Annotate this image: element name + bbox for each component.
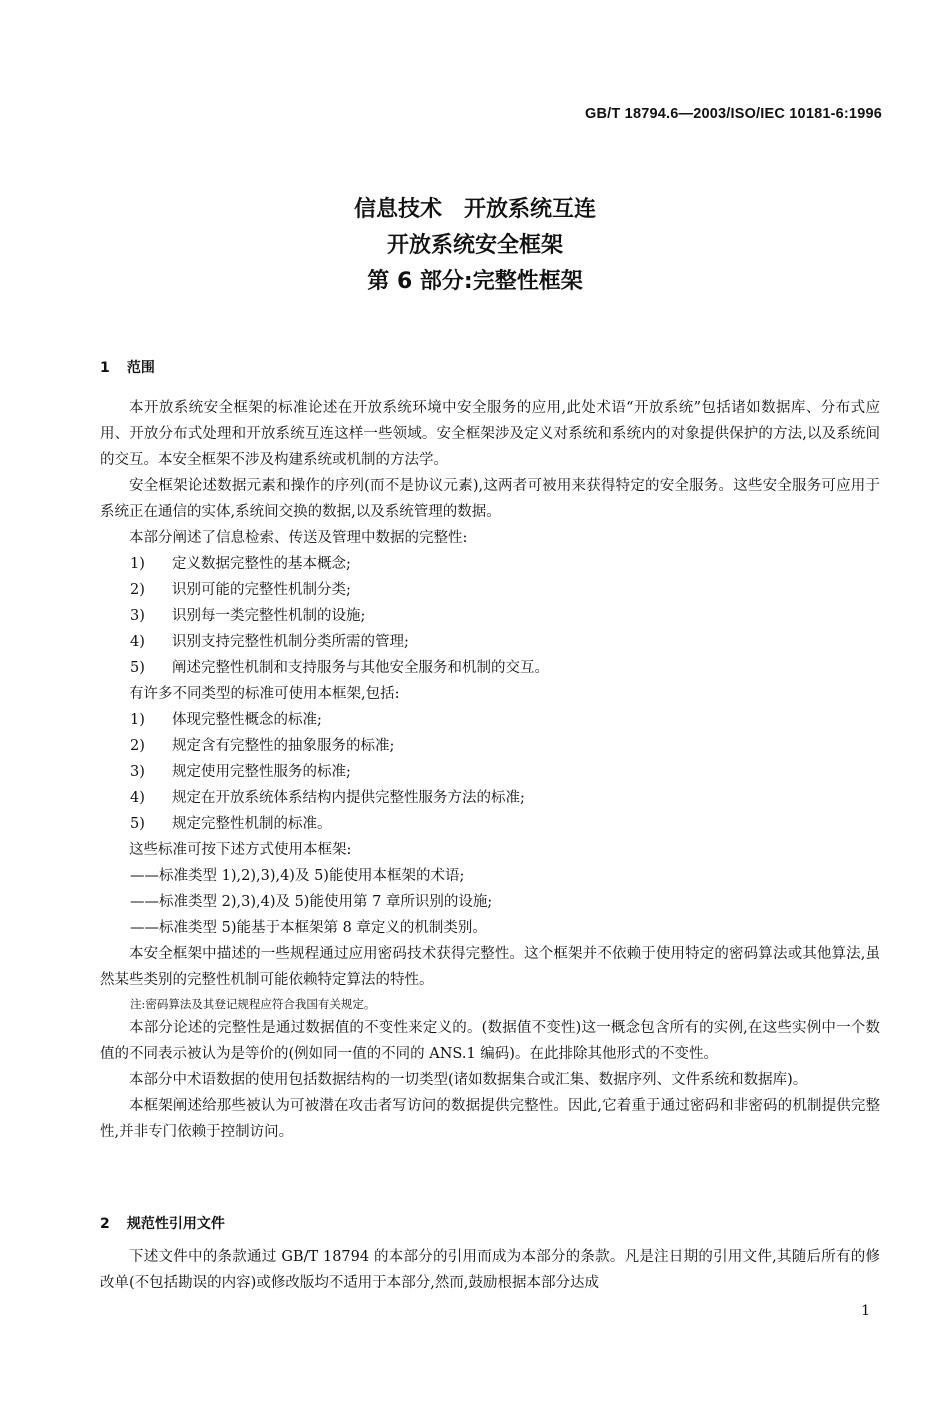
paragraph: 安全框架论述数据元素和操作的序列(而不是协议元素),这两者可被用来获得特定的安全服务。这些安全服务可应用于系统正在通信的实体,系统间交换的数据,以及系统管理的数据。: [100, 478, 880, 520]
list-item: 1) 体现完整性概念的标准;: [130, 712, 322, 728]
section-number: 2: [100, 1216, 110, 1232]
paragraph: 有许多不同类型的标准可使用本框架,包括:: [129, 686, 400, 702]
paragraph: 本开放系统安全框架的标准论述在开放系统环境中安全服务的应用,此处术语“开放系统”包括诸如数据库、分布式应用、开放分布式处理和开放系统互连这样一些领域。安全框架涉及定义对系统和系统内的对象提供保护的方法,以及系统间的交互。本安全框架不涉及构建系统或机制的方法学。: [100, 400, 880, 468]
list-item: 2) 规定含有完整性的抽象服务的标准;: [130, 738, 395, 754]
section-1-heading: [100, 357, 155, 377]
list-item: 5) 规定完整性机制的标准。: [130, 816, 332, 832]
dash-item: ——标准类型 2),3),4)及 5)能使用第 7 章所识别的设施;: [130, 894, 493, 910]
paragraph: 本部分阐述了信息检索、传送及管理中数据的完整性:: [129, 530, 468, 546]
title-line-1: 信息技术 开放系统互连: [353, 197, 596, 222]
section-title: 范围: [126, 360, 155, 376]
paragraph: 本部分中术语数据的使用包括数据结构的一切类型(诸如数据集合或汇集、数据序列、文件系统和数据库)。: [129, 1072, 808, 1088]
dash-item: ——标准类型 1),2),3),4)及 5)能使用本框架的术语;: [130, 868, 465, 884]
paragraph: 下述文件中的条款通过 GB/T 18794 的本部分的引用而成为本部分的条款。凡是注日期的引用文件,其随后所有的修改单(不包括勘误的内容)或修改版均不适用于本部分,然而,鼓励根据本部分达成: [100, 1249, 880, 1291]
document-title: [0, 192, 950, 300]
paragraph: 本安全框架中描述的一些规程通过应用密码技术获得完整性。这个框架并不依赖于使用特定的密码算法或其他算法,虽然某些类别的完整性机制可能依赖特定算法的特性。: [100, 946, 880, 988]
standard-code: GB/T 18794.6—2003/ISO/IEC 10181-6:1996: [585, 106, 882, 122]
objective-list: [100, 551, 880, 681]
list-item: 3) 识别每一类完整性机制的设施;: [130, 608, 366, 624]
standard-types-list: [100, 707, 880, 837]
title-line-3: 第 6 部分:完整性框架: [367, 269, 583, 294]
note: 注:密码算法及其登记规程应符合我国有关规定。: [130, 997, 376, 1011]
list-item: 4) 识别支持完整性机制分类所需的管理;: [130, 634, 409, 650]
section-title: 规范性引用文件: [126, 1216, 225, 1232]
section-2-heading: [100, 1213, 225, 1233]
section-2-body: [100, 1244, 880, 1296]
dash-item: ——标准类型 5)能基于本框架第 8 章定义的机制类别。: [130, 920, 487, 936]
paragraph: 本部分论述的完整性是通过数据值的不变性来定义的。(数据值不变性)这一概念包含所有的实例,在这些实例中一个数值的不同表示被认为是等价的(例如同一值的不同的 ANS.1 编码)。在此排除其他形式的不变性。: [100, 1020, 880, 1062]
list-item: 2) 识别可能的完整性机制分类;: [130, 582, 351, 598]
paragraph: 本框架阐述给那些被认为可被潜在攻击者写访问的数据提供完整性。因此,它着重于通过密码和非密码的机制提供完整性,并非专门依赖于控制访问。: [100, 1098, 880, 1140]
usage-list: [100, 863, 880, 941]
list-item: 4) 规定在开放系统体系结构内提供完整性服务方法的标准;: [130, 790, 525, 806]
title-line-2: 开放系统安全框架: [386, 233, 563, 258]
list-item: 5) 阐述完整性机制和支持服务与其他安全服务和机制的交互。: [130, 660, 549, 676]
page-number: 1: [861, 1303, 870, 1319]
list-item: 1) 定义数据完整性的基本概念;: [130, 556, 351, 572]
list-item: 3) 规定使用完整性服务的标准;: [130, 764, 351, 780]
section-number: 1: [100, 360, 110, 376]
section-1-body: [100, 395, 880, 1145]
paragraph: 这些标准可按下述方式使用本框架:: [129, 842, 352, 858]
